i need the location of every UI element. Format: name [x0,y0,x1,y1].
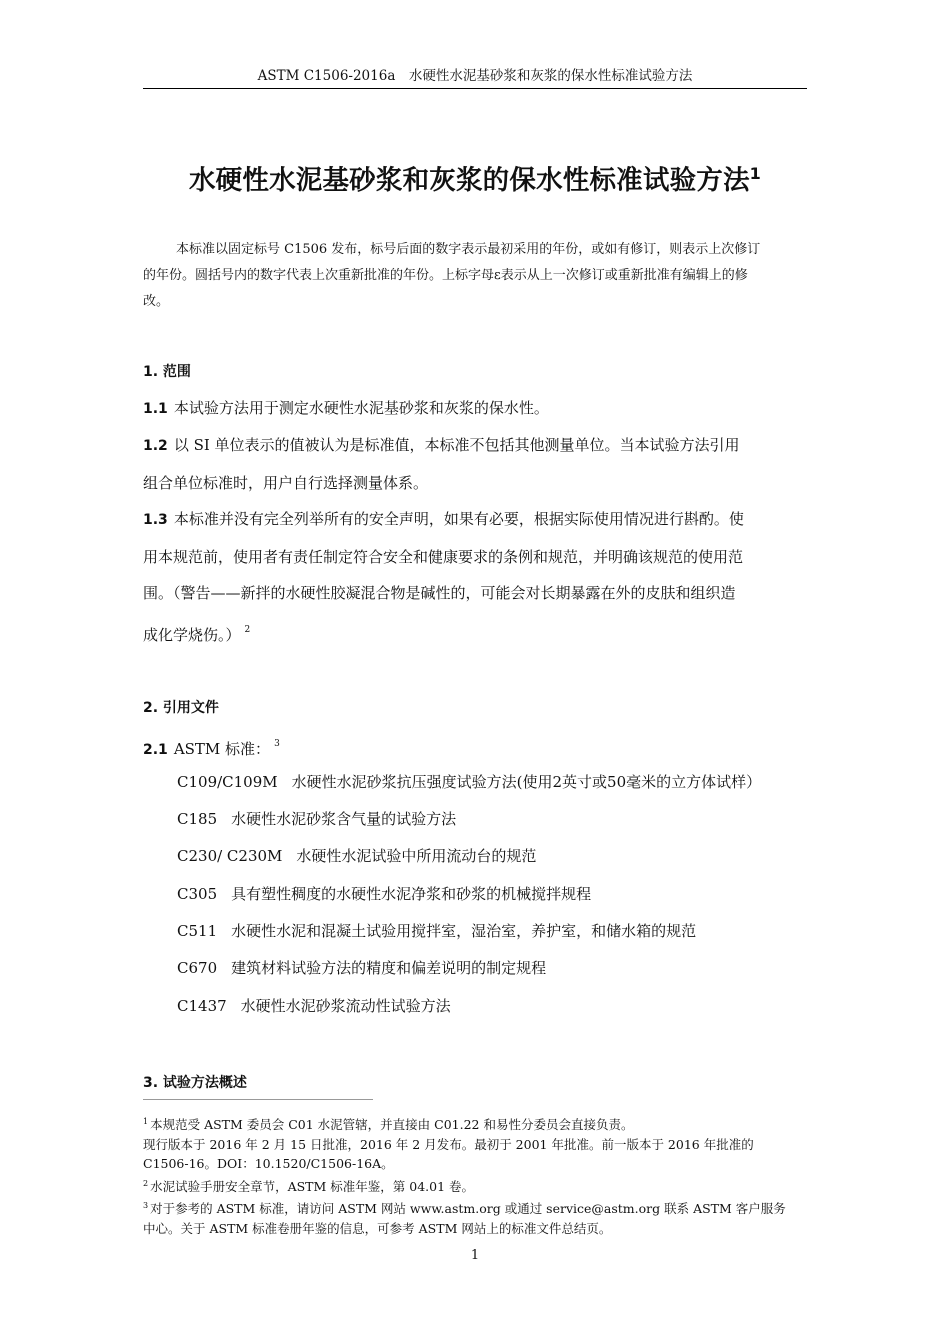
title-text: 水硬性水泥基砂浆和灰浆的保水性标准试验方法 [188,165,750,196]
footnote-text: 本规范受 ASTM 委员会 C01 水泥管辖，并直接由 C01.22 和易性分委员会直接负责。 [150,1117,634,1132]
reference-code: C305 [177,885,218,903]
clause-text: 围。（警告——新拌的水硬性胶凝混合物是碱性的，可能会对长期暴露在外的皮肤和组织造 [143,584,736,602]
intro-paragraph [143,237,807,315]
intro-line: 的年份。圆括号内的数字代表上次重新批准的年份。上标字母ε表示从上一次修订或重新批准有编辑上的修 [143,268,748,283]
reference-item [177,920,696,941]
footnote-text: 中心。关于 ASTM 标准卷册年鉴的信息，可参考 ASTM 网站上的标准文件总结页。 [143,1220,612,1236]
reference-item [177,883,591,904]
clause-text: 成化学烧伤。） [143,625,241,644]
reference-code: C1437 [177,997,227,1015]
clause-text: ASTM 标准： [173,740,271,758]
footnote-mark: 3 [143,1201,149,1210]
reference-title: 水硬性水泥砂浆流动性试验方法 [240,997,451,1015]
reference-item [177,995,451,1016]
section-heading-scope: 1. 范围 [143,364,191,380]
footnote-line [143,1219,807,1239]
footnote-text: 现行版本于 2016 年 2 月 15 日批准，2016 年 2 月发布。最初于 2001 年批准。前一版本于 2016 年批准的 [143,1136,754,1152]
clause-number: 1.1 [143,401,168,417]
footnote-line [143,1196,807,1219]
reference-code: C230/ C230M [177,847,283,865]
footnote-line [143,1154,807,1174]
clause-1-2 [143,427,807,501]
clause-text: 本标准并没有完全列举所有的安全声明，如果有必要，根据实际使用情况进行斟酌。使 [173,510,744,528]
reference-code: C511 [177,922,218,940]
reference-title: 水硬性水泥砂浆含气量的试验方法 [231,810,457,828]
reference-item [177,808,456,829]
footnote-rule [143,1099,373,1100]
reference-title: 水硬性水泥砂浆抗压强度试验方法(使用2英寸或50毫米的立方体试样） [291,773,762,791]
clause-number: 2.1 [143,742,168,758]
clause-number: 1.2 [143,438,168,454]
footnote-text: 对于参考的 ASTM 标准，请访问 ASTM 网站 www.astm.org 或通过 service@astm.org 联系 ASTM 客户服务 [150,1201,786,1216]
reference-code: C670 [177,959,218,977]
clause-text: 组合单位标准时，用户自行选择测量体系。 [143,473,429,492]
footnote-line [143,1174,807,1197]
clause-1-3 [143,501,807,653]
intro-line: 改。 [143,294,170,309]
clause-2-1 [143,726,807,769]
reference-code: C109/C109M [177,773,278,791]
clause-text: 以 SI 单位表示的值被认为是标准值，本标准不包括其他测量单位。当本试验方法引用 [173,436,740,454]
document-title [143,158,807,197]
footnote-text: 水泥试验手册安全章节，ASTM 标准年鉴，第 04.01 卷。 [150,1178,475,1194]
clause-text: 用本规范前，使用者有责任制定符合安全和健康要求的条例和规范，并明确该规范的使用范 [143,547,744,566]
page-number: 1 [470,1248,480,1263]
title-footnote-mark: 1 [749,164,762,183]
reference-code: C185 [177,810,218,828]
footnote-mark: 3 [274,739,280,749]
reference-title: 建筑材料试验方法的精度和偏差说明的制定规程 [231,959,547,977]
running-header: ASTM C1506-2016a 水硬性水泥基砂浆和灰浆的保水性标准试验方法 [257,68,693,84]
footnote-line [143,1135,807,1155]
footnote-line [143,1112,807,1135]
reference-item [177,845,536,866]
footnote-mark: 2 [143,1178,149,1188]
intro-line: 本标准以固定标号 C1506 发布，标号后面的数字表示最初采用的年份，或如有修订，则表示上次修订 [176,242,761,257]
footnote-text: C1506-16。DOI：10.1520/C1506-16A。 [143,1156,394,1171]
clause-1-1 [143,390,807,428]
section-heading-references: 2. 引用文件 [143,700,219,716]
section-heading-summary: 3. 试验方法概述 [143,1075,247,1091]
footnote-mark: 1 [143,1117,149,1126]
footnotes [143,1112,807,1238]
reference-title: 具有塑性稠度的水硬性水泥净浆和砂浆的机械搅拌规程 [231,885,592,903]
reference-title: 水硬性水泥试验中所用流动台的规范 [296,847,537,865]
footnote-mark: 2 [244,624,251,635]
clause-text: 本试验方法用于测定水硬性水泥基砂浆和灰浆的保水性。 [173,399,549,417]
reference-item [177,771,761,792]
reference-title: 水硬性水泥和混凝土试验用搅拌室，湿治室，养护室，和储水箱的规范 [231,922,697,940]
reference-item [177,957,546,978]
clause-number: 1.3 [143,512,168,528]
header-rule [143,88,807,89]
